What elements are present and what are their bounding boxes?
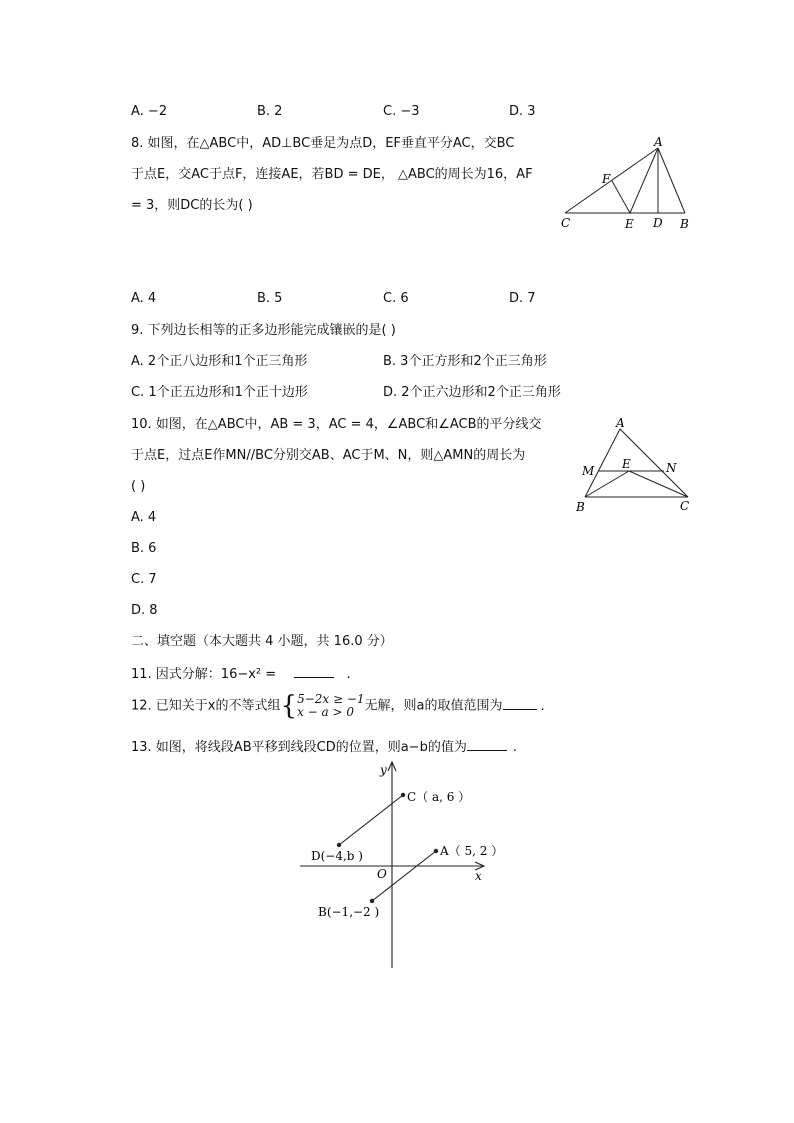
q11-line xyxy=(131,665,351,684)
q12-period: . xyxy=(540,698,545,714)
q13-label-c: C（ a, 6 ） xyxy=(407,790,471,804)
q8-stem-line2: 于点E，交AC于点F，连接AE，若BD = DE， △ABC的周长为16，AF xyxy=(131,167,533,182)
q8-stem-line1: 8. 如图，在△ABC中，AD⊥BC垂足为点D，EF垂直平分AC，交BC xyxy=(131,136,515,151)
q10-label-a: A xyxy=(616,416,625,430)
q8-label-f: F xyxy=(602,172,611,186)
q10-stem-line1: 10. 如图，在△ABC中，AB = 3，AC = 4，∠ABC和∠ACB的平分线交 xyxy=(131,417,542,432)
q8-label-c: C xyxy=(561,216,571,230)
q13-label-x: x xyxy=(475,869,482,883)
q9-option-d: D. 2个正六边形和2个正三角形 xyxy=(383,385,561,400)
q10-option-d: D. 8 xyxy=(131,603,158,618)
q9-option-b: B. 3个正方形和2个正三角形 xyxy=(383,354,547,369)
q13-label-b: B(−1,−2 ) xyxy=(318,905,380,919)
q13-answer-blank xyxy=(467,738,507,751)
q8-option-b: B. 5 xyxy=(257,291,283,306)
q13-point-b xyxy=(370,899,374,903)
q12-inequality-system xyxy=(297,693,364,719)
q8-stem-line3: = 3，则DC的长为( ) xyxy=(131,198,253,213)
q12-stem: 12. 已知关于x的不等式组 xyxy=(131,698,281,714)
q10-label-n: N xyxy=(666,461,677,475)
q13-line xyxy=(131,738,517,757)
q10-label-c: C xyxy=(680,499,690,513)
q10-label-b: B xyxy=(576,500,585,514)
q8-option-c: C. 6 xyxy=(383,291,409,306)
q7-option-d: D. 3 xyxy=(509,104,536,119)
q11-period: . xyxy=(346,667,351,682)
q12-inequality-2: x − a > 0 xyxy=(297,705,354,719)
q9-option-a: A. 2个正八边形和1个正三角形 xyxy=(131,354,308,369)
q13-label-d: D(−4,b ) xyxy=(311,849,363,863)
q12-answer-blank xyxy=(503,697,537,710)
q8-label-b: B xyxy=(680,217,689,231)
q8-triangle-figure xyxy=(555,135,695,235)
q13-point-c xyxy=(401,793,405,797)
q12-stem-tail: 无解，则a的取值范围为 xyxy=(364,698,503,714)
q11-answer-blank xyxy=(294,665,334,678)
q11-stem: 11. 因式分解：16−x² = xyxy=(131,667,277,682)
q8-option-a: A. 4 xyxy=(131,291,157,306)
q12-inequality-1: 5−2x ≥ −1 xyxy=(297,692,365,706)
q9-option-c: C. 1个正五边形和1个正十边形 xyxy=(131,385,308,400)
q13-label-origin: O xyxy=(377,867,387,881)
q12-line xyxy=(131,693,545,720)
section-title-fill-in: 二、填空题（本大题共 4 小题，共 16.0 分） xyxy=(131,634,393,649)
q12-brace: { xyxy=(280,691,298,721)
q8-label-e: E xyxy=(625,217,634,231)
q8-option-d: D. 7 xyxy=(509,291,536,306)
q13-stem: 13. 如图，将线段AB平移到线段CD的位置，则a−b的值为 xyxy=(131,740,467,755)
q8-label-d: D xyxy=(653,216,663,230)
q13-label-y: y xyxy=(380,763,387,777)
q13-period: . xyxy=(512,740,517,755)
q13-point-a xyxy=(434,849,438,853)
q7-option-c: C. −3 xyxy=(383,104,420,119)
q8-label-a: A xyxy=(654,135,663,149)
q13-coordinate-figure xyxy=(295,758,510,973)
q10-option-c: C. 7 xyxy=(131,572,157,587)
q10-label-m: M xyxy=(582,464,595,478)
q7-option-a: A. −2 xyxy=(131,104,168,119)
q10-stem-line2: 于点E，过点E作MN//BC分别交AB、AC于M、N，则△AMN的周长为 xyxy=(131,448,526,463)
q13-segment-cd xyxy=(339,795,403,845)
q10-option-a: A. 4 xyxy=(131,510,157,525)
q10-option-b: B. 6 xyxy=(131,541,157,556)
q13-label-a: A（ 5, 2 ） xyxy=(440,844,504,858)
q10-triangle-figure xyxy=(572,415,697,515)
q10-stem-line3: ( ) xyxy=(131,479,146,494)
q9-stem: 9. 下列边长相等的正多边形能完成镶嵌的是( ) xyxy=(131,323,396,338)
q7-option-b: B. 2 xyxy=(257,104,283,119)
q13-point-d xyxy=(337,843,341,847)
q10-label-e: E xyxy=(622,457,631,471)
